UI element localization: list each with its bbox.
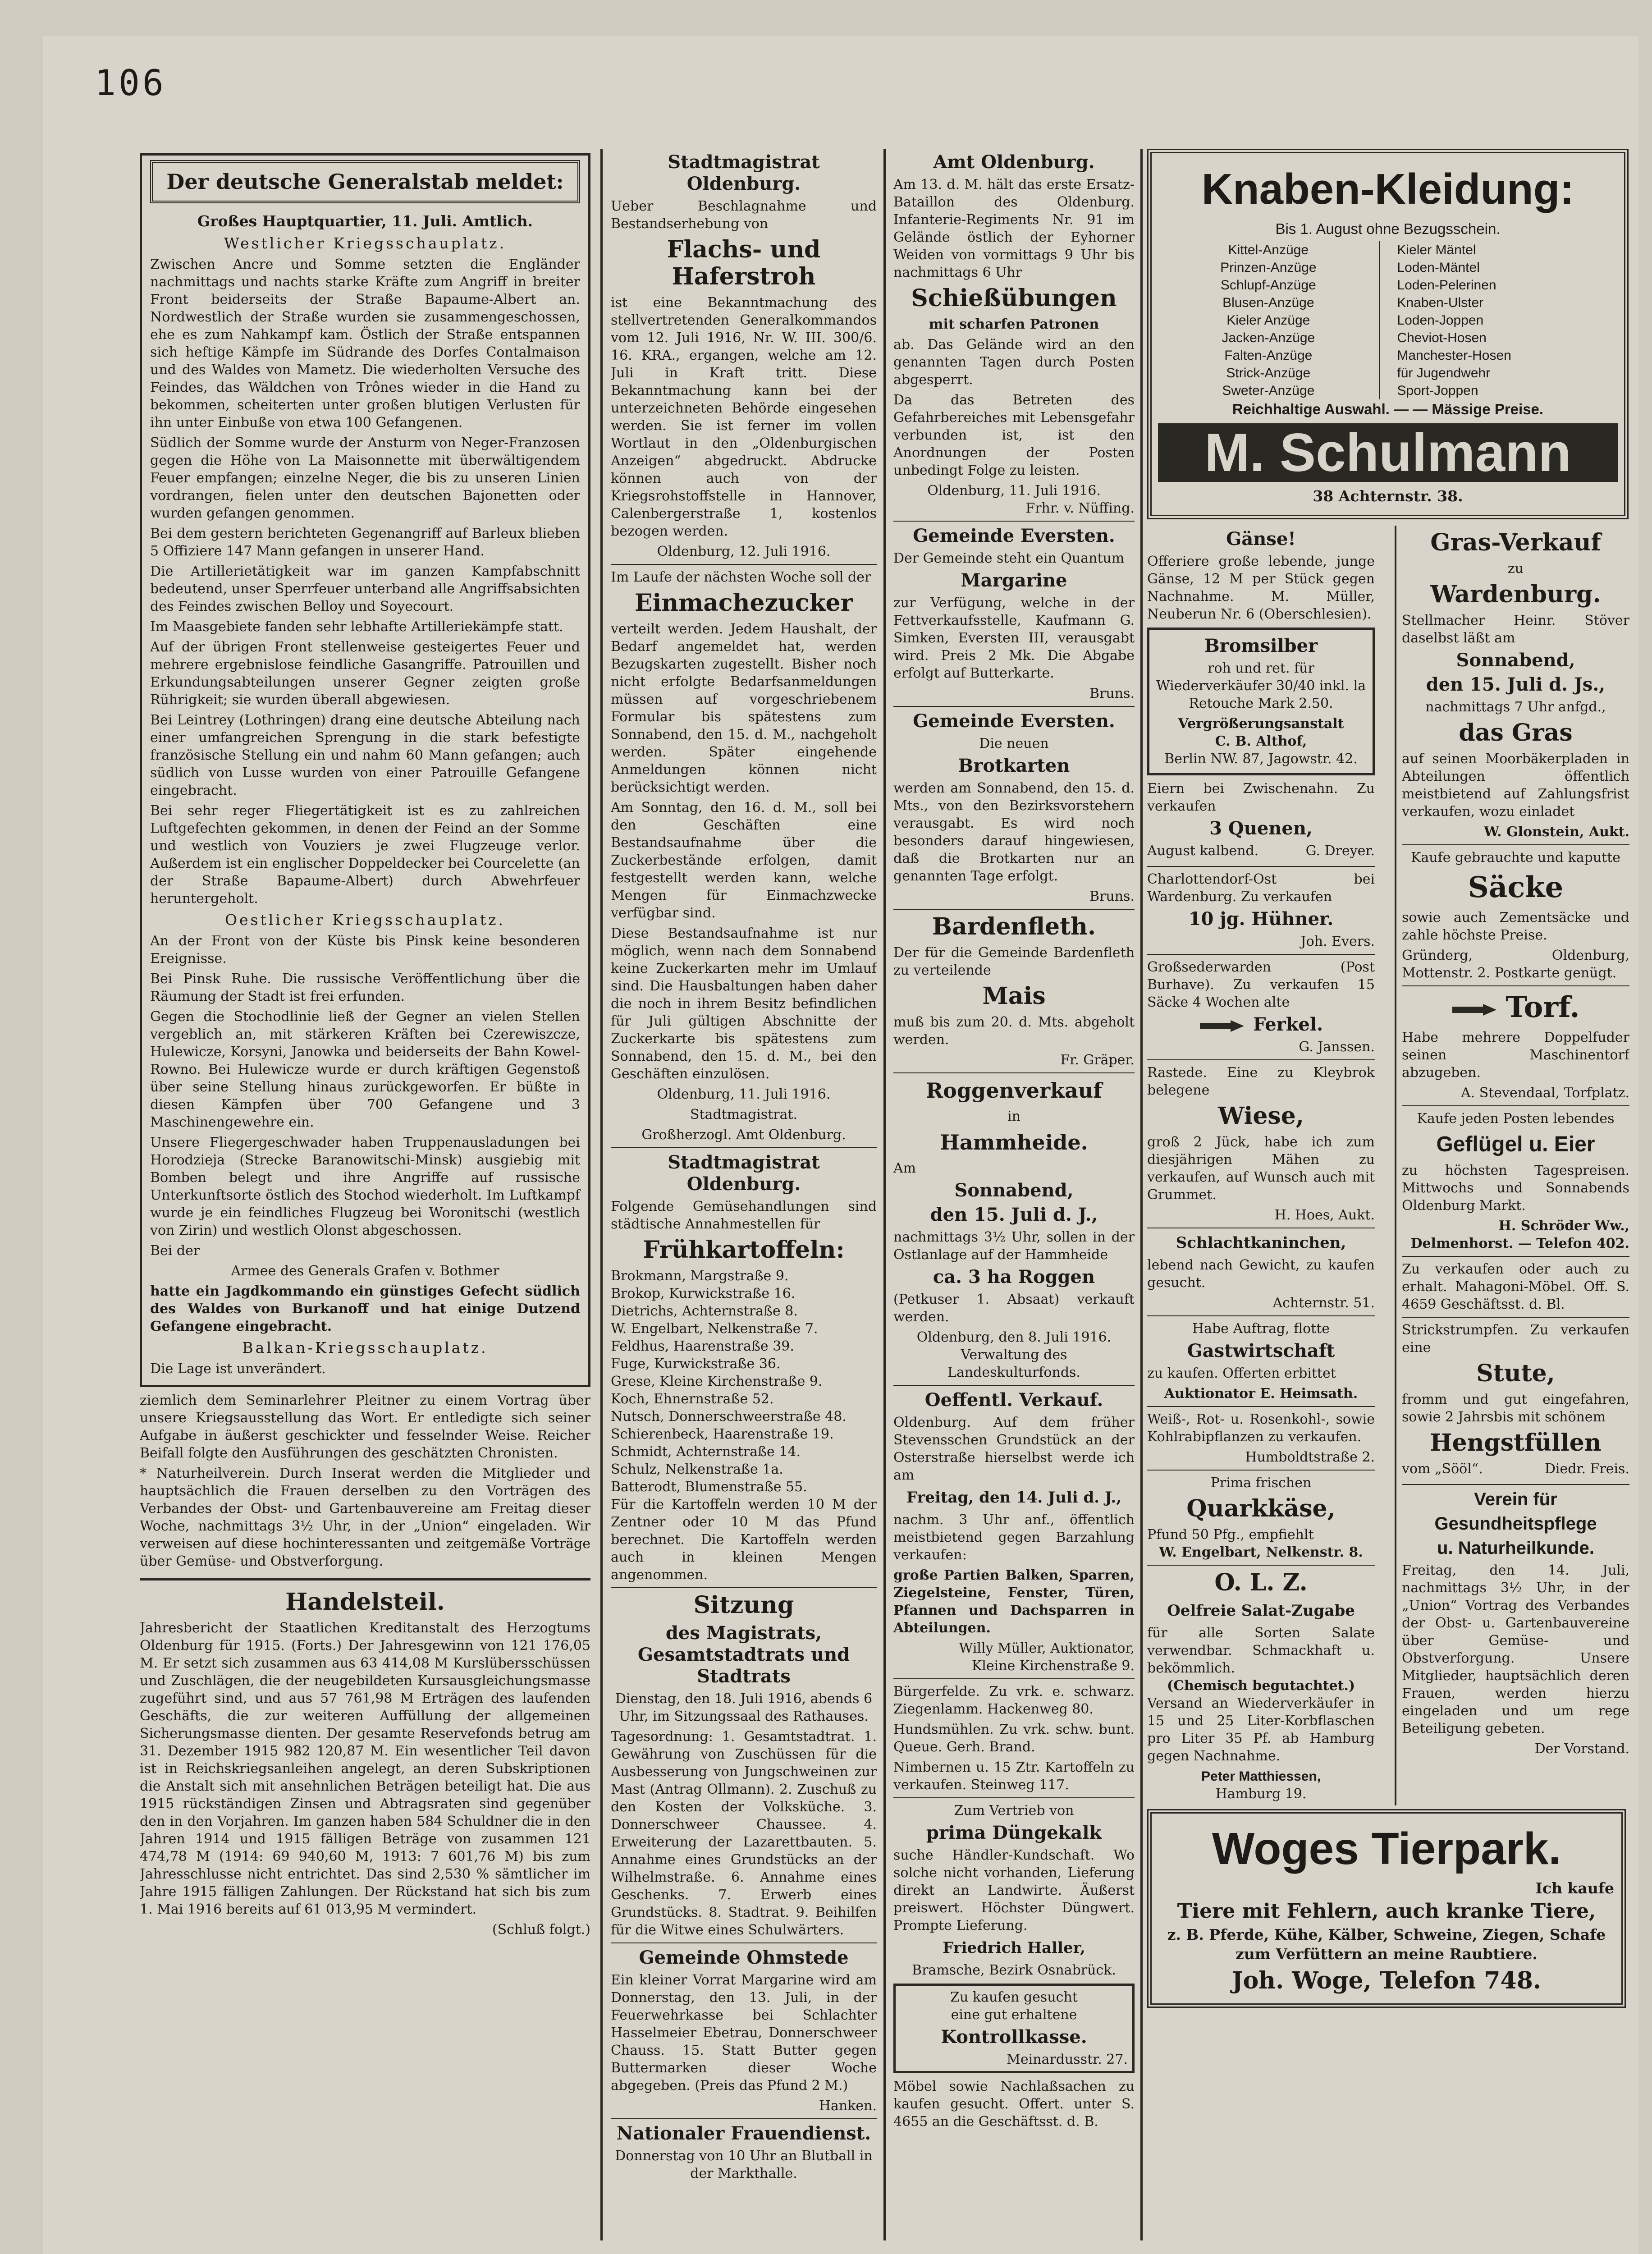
ad-signature: W. Engelbart, Nelkenstr. 8. (1159, 1544, 1363, 1560)
notice-headline: Margarine (961, 570, 1067, 591)
notice-headline: Flachs- und Haferstroh (667, 236, 821, 290)
notice-text: Dienstag, den 18. Juli 1916, abends 6 Uhr, im Sitzungssaal des Rathauses. (615, 1691, 873, 1724)
ad-text: Habe Auftrag, flotte (1192, 1321, 1330, 1337)
ad-text: Zu verkaufen oder auch zu erhalt. Mahagoni-Möbel. Off. S. 4659 Geschäftsst. d. Bl. (1402, 1261, 1629, 1312)
ad-text: auf seinen Moorbäkerpladen in Abteilungen öffentlich meistbietend auf Zahlungsfrist verkaufen, wozu einladet (1402, 751, 1629, 820)
list-item: Sweter-Anzüge (1222, 383, 1315, 398)
list-item: Nutsch, Donnerschweerstraße 48. (611, 1409, 847, 1425)
ad-text: Offeriere große lebende, junge Gänse, 12 M per Stück gegen Nachnahme. M. Müller, Neuberun Nr. 6 (Oberschlesien). (1147, 554, 1375, 622)
report-paragraph: Im Maasgebiete fanden sehr lebhafte Artilleriekämpfe statt. (150, 619, 563, 635)
notice-text: (Petkuser 1. Absaat) verkauft werden. (893, 1292, 1135, 1325)
list-item: Manchester-Hosen (1397, 348, 1511, 363)
column-1 (140, 149, 590, 2254)
ad-text: lebend nach Gewicht, zu kaufen gesucht. (1147, 1257, 1375, 1291)
ad-signature: Peter Matthiessen, (1201, 1769, 1321, 1784)
notice-text: Der Gemeinde steht ein Quantum (893, 550, 1125, 566)
list-item: Loden-Mäntel (1397, 260, 1480, 275)
notice-signature: Oldenburg, den 8. Juli 1916. (916, 1329, 1112, 1345)
ad-bromsilber (1147, 628, 1375, 775)
ad-text: Berlin NW. 87, Jagowstr. 42. (1164, 751, 1358, 767)
ad-text: sowie auch Zementsäcke und zahle höchste Preise. (1402, 910, 1629, 943)
section-heading: Oestlicher Kriegsschauplatz. (224, 911, 506, 929)
notice-text: Meinardusstr. 27. (1007, 2052, 1128, 2067)
notice-headline: Einmachezucker (635, 589, 853, 617)
report-paragraph: Bei sehr reger Fliegertätigkeit ist es zu zahlreichen Luftgefechten gekommen, in denen der Feind an der Somme und westlich von Vouziers je zwei Flugzeuge verlor. Außerdem ist ein englischer Doppeldecker bei Courcelette (an der Straße Bapaume-Albert) durch Abwehrfeuer heruntergeholt. (150, 803, 580, 907)
notice-text: ist eine Bekanntmachung des stellvertretenden Generalkommandos vom 12. Juli 1916, Nr. W. III. 300/6. 16. KRA., ergangen, welche am 12. Juli in Kraft tritt. Diese Bekanntmachung kann bei der unterzeichneten Behörde eingesehen werden. Sie ist ferner im vollen Wortlaut in den „Oldenburgischen Anzeigen“ abgedruckt. Abdrucke können auch von der Kriegsrohstoffstelle in Hannover, Calenbergerstraße 1, kostenlos bezogen werden. (611, 295, 877, 539)
notice-text: Ein kleiner Vorrat Margarine wird am Donnerstag, den 13. Juli, in der Feuerwehrkasse bei Schlachter Hasselmeier Ebetrau, Donnerschweer Chauss. 15. Statt Butter gegen Buttermarken dieser Woche abgegeben. (Preis das Pfund 2 M.) (611, 1972, 877, 2094)
ad-text: Prima frischen (1210, 1475, 1312, 1491)
notice-headline: Sitzung (693, 1591, 794, 1619)
ad-headline: Gänse! (1226, 528, 1296, 550)
ads-right (1395, 526, 1629, 1805)
notice-signature: Stadtmagistrat. (690, 1107, 798, 1122)
notice-signature: Bruns. (1089, 686, 1135, 701)
notice-text: suche Händler-Kundschaft. Wo solche nicht vorhanden, Lieferung direkt an Landwirte. Äußerst preiswert. Höchster Düngwert. Prompte Lieferung. (893, 1847, 1135, 1933)
list-item: Jacken-Anzüge (1222, 330, 1315, 345)
page-number: 106 (95, 63, 166, 104)
ad-headline: Wiese, (1218, 1102, 1304, 1130)
ad-headline: das Gras (1459, 719, 1573, 747)
ad-text: vom „Sööl“. (1402, 1461, 1483, 1477)
ad-signature: G. Dreyer. (1305, 843, 1375, 859)
report-paragraph: Armee des Generals Grafen v. Bothmer (231, 1263, 499, 1279)
list-item: Falten-Anzüge (1224, 348, 1313, 363)
ad-text: für alle Sorten Salate verwendbar. Schmackhaft u. bekömmlich. (1147, 1625, 1375, 1676)
notice-title: Bardenfleth. (932, 913, 1096, 940)
business-report: Jahresbericht der Staatlichen Kreditanstalt des Herzogtums Oldenburg für 1915. (Forts.) Der Jahresgewinn von 121 176,05 M. Er setzt sich zusammen aus 63 414,08 M Kurslübersschüssen und Zuschlägen, die der neugebildeten Kursausgleichungsmasse zugeführt sind, und aus 57 761,98 M Erträgen des laufenden Geschäfts, die zur weiteren Auffüllung der allgemeinen Sicherungsmasse dienten. Der gesamte Reservefonds betrug am 31. Dezember 1915 982 120,87 M. Ein wesentlicher Teil davon ist in Reichskriegsanleihen angelegt, an deren Subskriptionen die Anstalt sich mit ansehnlichen Beträgen beteiligt hat. Die aus 1915 rückständigen Zinsen und Abtragsraten sind gegenüber den in den Vorjahren. Im ganzen haben 584 Schuldner die in den Jahren 1914 und 1915 fälligen Beträge von zusammen 121 474,78 M (1914: 69 940,60 M, 1913: 7 601,76 M) bis zum Jahresschlusse nicht entrichtet. Das sind 2,530 % sämtlicher im Jahre 1915 fälligen Zahlungen. Der Rückstand hat sich bis zum 1. Mai 1916 bereits auf 61 013,95 M vermindert. (140, 1620, 590, 1917)
notice-text: ab. Das Gelände wird an den genannten Tagen durch Posten abgesperrt. (893, 337, 1135, 388)
report-title: Der deutsche Generalstab meldet: (166, 170, 564, 194)
ad-headline: Wardenburg. (1430, 581, 1601, 608)
ad-signature: H. Hoes, Aukt. (1274, 1207, 1375, 1223)
list-item: Feldhus, Haarenstraße 39. (611, 1338, 794, 1354)
list-item: Loden-Pelerinen (1397, 278, 1496, 293)
notice-headline: Frühkartoffeln: (643, 1236, 845, 1264)
list-item: Prinzen-Anzüge (1220, 260, 1317, 275)
ad-headline: Quarkkäse, (1186, 1495, 1336, 1522)
ad-headline: 10 jg. Hühner. (1188, 908, 1334, 930)
list-item: Kieler Anzüge (1226, 313, 1310, 328)
notice-text: Oldenburg. Auf dem früher Stevensschen Grundstück an der Osterstraße hierselbst werde ich am (893, 1415, 1135, 1483)
generalstab-report (140, 153, 590, 1387)
notice-headline: Freitag, den 14. Juli d. J., (906, 1489, 1122, 1507)
ad-text: zu (1507, 561, 1524, 577)
ad-headline: Gesundheitspflege (1434, 1514, 1597, 1534)
list-item: Brokmann, Margstraße 9. (611, 1268, 789, 1284)
column-2 (611, 149, 877, 2254)
ad-headline: Hengstfüllen (1430, 1429, 1602, 1457)
ad-signature: Joh. Woge, Telefon 748. (1231, 1967, 1542, 1994)
ad-signature: H. Schröder Ww., Delmenhorst. — Telefon 402. (1410, 1218, 1629, 1251)
notice-text: nachmittags 3½ Uhr, sollen in der Ostlanlage auf der Hammheide (893, 1229, 1135, 1263)
notice-signature: Hanken. (819, 2098, 877, 2114)
notice-text: Zu kaufen gesucht (950, 1989, 1078, 2005)
section-heading: Westlicher Kriegsschauplatz. (224, 234, 507, 252)
notice-text: Im Laufe der nächsten Woche soll der (611, 569, 871, 585)
ad-woge-tierpark (1147, 1809, 1626, 2008)
report-paragraph: Die Artillerietätigkeit war im ganzen Kampfabschnitt bedeutend, unser Sperrfeuer unterband alle Angriffsabsichten des Feindes zwischen Belloy und Soyecourt. (150, 564, 580, 614)
ad-headline: O. L. Z. (1214, 1569, 1308, 1596)
notice-title: Nationaler Frauendienst. (616, 2123, 871, 2144)
section-heading: Balkan-Kriegsschauplatz. (242, 1339, 488, 1356)
ad-text: groß 2 Jück, habe ich zum diesjährigen Mähen zu verkaufen, auf Wunsch auch mit Grummet. (1147, 1134, 1375, 1203)
notice-headline: Mais (982, 982, 1046, 1010)
ad-headline: Verein für (1474, 1489, 1557, 1509)
ad-text: Charlottendorf-Ost bei Wardenburg. Zu verkaufen (1147, 871, 1375, 905)
notice-signature: Fr. Gräper. (1060, 1052, 1135, 1068)
notice-headline: Brotkarten (958, 755, 1070, 776)
notice-text: Die neuen (979, 736, 1049, 751)
notice-text: eine gut erhaltene (951, 2007, 1077, 2023)
notice-headline: Schießübungen (911, 284, 1117, 312)
ad-headline: Schlachtkaninchen, (1176, 1234, 1346, 1252)
report-paragraph: Auf der übrigen Front stellenweise gesteigertes Feuer und mehrere ergebnislose feindliche Gasangriffe. Patrouillen und Erkundungsabteilungen unserer Gegner zeigten große Rührigkeit; sie wurden überall abgewiesen. (150, 639, 580, 708)
classified-ad: Möbel sowie Nachlaßsachen zu kaufen gesucht. Offert. unter S. 4655 an die Geschäftsst. d. B. (893, 2079, 1135, 2130)
report-paragraph: Bei dem gestern berichteten Gegenangriff auf Barleux blieben 5 Offiziere 147 Mann gefangen in unserer Hand. (150, 526, 580, 559)
list-item: Strick-Anzüge (1226, 366, 1311, 380)
business-report-end: (Schluß folgt.) (492, 1922, 590, 1938)
list-item: Schulz, Nelkenstraße 1a. (611, 1461, 783, 1477)
notice-title: Amt Oldenburg. (933, 151, 1095, 173)
report-paragraph: Südlich der Somme wurde der Ansturm von Neger-Franzosen gegen die Höhe von La Maisonnette mit überwältigendem Feuer empfangen; einzelne Neger, die bis zu unseren Linien vordrangen, fielen unter den deutschen Bajonetten oder wurden gefangen genommen. (150, 435, 580, 521)
column-rule (883, 149, 886, 2240)
ad-text: August kalbend. (1147, 843, 1259, 859)
notice-text: Donnerstag von 10 Uhr an Blutball in der Markthalle. (615, 2148, 873, 2181)
ads-left (1147, 526, 1375, 1805)
notice-title: Oeffentl. Verkauf. (924, 1389, 1103, 1411)
ad-headline: Tiere mit Fehlern, auch kranke Tiere, (1177, 1900, 1596, 1923)
classified-ad: Bürgerfelde. Zu vrk. e. schwarz. Ziegenlamm. Hackenweg 80. (893, 1684, 1135, 1717)
ad-headline: Oelfreie Salat-Zugabe (1167, 1602, 1355, 1620)
ad-text: Großsederwarden (Post Burhave). Zu verkaufen 15 Säcke 4 Wochen alte (1147, 959, 1375, 1010)
ad-signature: Humboldtstraße 2. (1245, 1449, 1375, 1465)
list-item: Kittel-Anzüge (1228, 243, 1309, 257)
notice-title: Gemeinde Eversten. (913, 525, 1115, 546)
ad-signature: Diedr. Freis. (1544, 1461, 1629, 1477)
classified-ad: Hundsmühlen. Zu vrk. schw. bunt. Queue. Gerh. Brand. (893, 1722, 1135, 1755)
list-item: Batterodt, Blumenstraße 55. (611, 1479, 807, 1495)
ad-schulmann (1147, 149, 1629, 519)
ad-headline: Sonnabend, (1456, 650, 1575, 671)
report-paragraph: Bei Pinsk Ruhe. Die russische Veröffentlichung über die Räumung der Stadt ist frei erfunden. (150, 971, 580, 1004)
notice-signature: Oldenburg, 11. Juli 1916. (927, 483, 1101, 499)
ad-kontrollkasse (893, 1984, 1135, 2073)
notice-headline: den 15. Juli d. J., (930, 1204, 1098, 1225)
notice-headline: Hammheide. (940, 1130, 1088, 1154)
notice-signature: Bruns. (1089, 889, 1135, 904)
notice-text: Folgende Gemüsehandlungen sind städtische Annahmestellen für (611, 1199, 877, 1232)
notice-headline: Kontrollkasse. (941, 2026, 1087, 2048)
notice-title: Gemeinde Ohmstede (639, 1947, 849, 1968)
ad-text: Bis 1. August ohne Bezugsschein. (1275, 220, 1501, 237)
notice-signature: Verwaltung des Landeskulturfonds. (947, 1347, 1080, 1380)
column-4 (1147, 149, 1629, 2254)
ad-text: nachmittags 7 Uhr anfgd., (1425, 699, 1606, 715)
notice-text: nachm. 3 Uhr anf., öffentlich meistbietend gegen Barzahlung verkaufen: (893, 1512, 1135, 1563)
report-paragraph: Gegen die Stochodlinie ließ der Gegner an vielen Stellen vergeblich an, mit stärkeren Kräften bei Czerewiszcze, Hulewicze, Korsyni, Janowka und beiderseits der Bahn Kowel-Rowno. Bei Hulewicze wurde er durch kräftigen Gegenstoß über seine Stellung hinaus zurückgeworfen. Er büßte in diesen Kämpfen über 700 Gefangene und 3 Maschinengewehre ein. (150, 1009, 580, 1130)
list-item: Dietrichs, Achternstraße 8. (611, 1303, 798, 1319)
ad-signature: Der Vorstand. (1534, 1741, 1629, 1757)
notice-headline: prima Düngekalk (926, 1822, 1102, 1843)
ad-text: C. B. Althof, (1215, 733, 1307, 749)
classified-ad: Nimbernen u. 15 Ztr. Kartoffeln zu verkaufen. Steinweg 117. (893, 1759, 1135, 1793)
notice-title: Gemeinde Eversten. (913, 710, 1115, 732)
ad-brand-name: M. Schulmann (1158, 423, 1618, 482)
list-item: Fuge, Kurwickstraße 36. (611, 1356, 781, 1372)
notice-signature: Oldenburg, 12. Juli 1916. (657, 544, 831, 559)
report-paragraph: Bei der (150, 1243, 200, 1259)
ad-headline: Säcke (1468, 870, 1564, 904)
ad-signature: G. Janssen. (1299, 1039, 1375, 1055)
ad-headline: 3 Quenen, (1209, 818, 1313, 839)
report-paragraph: An der Front von der Küste bis Pinsk keine besonderen Ereignisse. (150, 933, 580, 967)
report-dateline: Großes Hauptquartier, 11. Juli. Amtlich. (197, 212, 533, 230)
ad-headline: Stute, (1476, 1360, 1555, 1387)
report-paragraph: Zwischen Ancre und Somme setzten die Engländer nachmittags und nachts starke Kräfte zum Angriff in breiter Front beiderseits der Straße Bapaume-Albert an. Nordwestlich der Straße wurden sie zusammengeschossen, ehe es zum Nahkampf kam. Östlich der Straße entspannen sich heftige Kämpfe im Südrande des Dorfes Contalmaison und des Waldes von Mametz. Die wiederholten Versuche des Feindes, das Wäldchen von Trônes wieder in die Hand zu bekommen, scheiterten unter großen blutigen Verlusten für ihn unter Einbuße von etwa 100 Gefangenen. (150, 257, 580, 431)
list-item: Cheviot-Hosen (1397, 330, 1487, 345)
ad-text: Strickstrumpfen. Zu verkaufen eine (1402, 1322, 1629, 1356)
ad-headline: Torf. (1506, 990, 1580, 1024)
list-item: Schlupf-Anzüge (1220, 278, 1316, 293)
ad-text: Freitag, den 14. Juli, nachmittags 3½ Uhr, in der „Union“ Vortrag des Verbandes der Obst- u. Gartenbauvereine über Gemüse- und Obstverforgung. Unsere Mitglieder, hauptsächlich deren Frauen, werden hierzu eingeladen und um rege Beteiligung gebeten. (1402, 1562, 1629, 1736)
ad-headline: Knaben-Kleidung: (1201, 165, 1574, 213)
ad-headline-torf (1402, 991, 1629, 1024)
notice-text: Ueber Beschlagnahme und Bestandserhebung von (611, 198, 877, 232)
ad-text: Vergrößerungsanstalt (1178, 716, 1344, 732)
list-item: Koch, Ehnernstraße 52. (611, 1391, 774, 1407)
list-item: W. Engelbart, Nelkenstraße 7. (611, 1321, 818, 1337)
ad-text: Habe mehrere Doppelfuder seinen Maschinentorf abzugeben. (1402, 1030, 1629, 1081)
notice-text: Diese Bestandsaufnahme ist nur möglich, wenn nach dem Sonnabend keine Zuckerkarten mehr im Umlauf sind. Die Hausbaltungen haben daher die noch in ihrem Besitz befindlichen für Juli gültigen Abschnitte der Zuckerkarte bis spätestens zum Sonnabend, den 15. d. M., bei den Geschäften einzulösen. (611, 925, 877, 1082)
notice-signature: Willy Müller, Auktionator, (959, 1640, 1135, 1656)
ad-text: Pfund 50 Pfg., empfiehlt (1147, 1527, 1314, 1543)
notice-text: Tagesordnung: 1. Gesamtstadtrat. 1. Gewährung von Zuschüssen für die Ausbesserung von Jungschweinen zur Mast (Antrag Ollmann). 2. Zuschuß zu den Kosten der Volksküche. 3. Donnerschweer Chaussee. 4. Erweiterung der Lazarettbauten. 5. Annahme eines Grundstücks an der Wilhelmstraße. 6. Annahme eines Geschenks. 7. Erwerb eines Grundstücks. 8. Stadtrat. 9. Beihilfen für die Witwe eines Schulwärters. (611, 1729, 877, 1938)
report-paragraph: Bei Leintrey (Lothringen) drang eine deutsche Abteilung nach einer umfangreichen Sprengung in die stark befestigte französische Stellung ein und nahm 60 Mann gefangen; auch südlich von Lusse wurden von einer Patrouille Gefangene eingebracht. (150, 712, 580, 798)
ad-headline: u. Naturheilkunde. (1437, 1538, 1594, 1558)
list-item: Schierenbeck, Haarenstraße 19. (611, 1426, 834, 1442)
notice-title: Stadtmagistrat Oldenburg. (668, 1152, 820, 1195)
ad-headline: Gastwirtschaft (1187, 1340, 1335, 1361)
notice-text: werden am Sonnabend, den 15. d. Mts., von den Bezirksvorstehern verausgabt. Es wird noch besonders darauf hingewiesen, daß die Brotkarten nur an genannten Tage erfolgt. (893, 780, 1135, 884)
list-item: Grese, Kleine Kirchenstraße 9. (611, 1374, 823, 1389)
notice-headline: ca. 3 ha Roggen (933, 1266, 1095, 1287)
ad-headline: Gras-Verkauf (1430, 529, 1601, 556)
notice-text: in (1007, 1109, 1020, 1124)
ad-text: Eiern bei Zwischenahn. Zu verkaufen (1147, 781, 1375, 814)
ad-text: Stellmacher Heinr. Stöver daselbst läßt am (1402, 613, 1629, 646)
notice-text: große Partien Balken, Sparren, Ziegelsteine, Fenster, Türen, Pfannen und Dachsparren in Abteilungen. (893, 1567, 1135, 1636)
ad-headline: den 15. Juli d. Js., (1426, 674, 1606, 695)
notice-text: muß bis zum 20. d. Mts. abgeholt werden. (893, 1014, 1135, 1048)
notice-text: verteilt werden. Jedem Haushalt, der Bedarf angemeldet hat, werden Bezugskarten zugestellt. Bisher noch nicht erfolgte Bedarfsanmeldungen müssen auf vorgeschriebenem Formular bis spätestens zum Sonnabend, den 15. d. M., nachgeholt werden. Später eingehende Anmeldungen können nicht berücksichtigt werden. (611, 621, 877, 795)
pointing-hand-icon (1199, 1018, 1249, 1034)
report-paragraph: Die Lage ist unverändert. (150, 1361, 326, 1377)
notice-text: Für die Kartoffeln werden 10 M der Zentner oder 10 M das Pfund berechnet. Die Kartoffeln werden auch in kleinen Mengen angenommen. (611, 1497, 877, 1583)
notice-headline: Friedrich Haller, (943, 1939, 1085, 1957)
ad-headline-ferkel (1147, 1014, 1375, 1035)
notice-text: Am (893, 1160, 916, 1176)
notice-text: Der für die Gemeinde Bardenfleth zu verteilende (893, 945, 1135, 978)
notice-text: Am 13. d. M. hält das erste Ersatz-Bataillon des Oldenburg. Infanterie-Regiments Nr. 91 im Gelände östlich der Eyhorner Weiden von vormittags 9 Uhr bis nachmittags 6 Uhr (893, 177, 1135, 280)
ad-text: z. B. Pferde, Kühe, Kälber, Schweine, Ziegen, Schafe zum Verfüttern an meine Raubtiere. (1167, 1926, 1606, 1963)
notice-signature: Oldenburg, 11. Juli 1916. (657, 1086, 831, 1102)
vendor-list (611, 1267, 877, 1496)
ad-address: 38 Achternstr. 38. (1313, 487, 1463, 505)
notice-title: Stadtmagistrat Oldenburg. (668, 151, 820, 194)
ad-text: zu kaufen. Offerten erbittet (1147, 1365, 1336, 1381)
list-item: Kieler Mäntel (1397, 243, 1476, 257)
pointing-hand-icon (1451, 1002, 1501, 1017)
local-news: ziemlich dem Seminarlehrer Pleitner zu einem Vortrag über unsere Kriegsausstellung das Wort. Er entledigte sich seiner Aufgabe in äußerst geschickter und fesselnder Weise. Reicher Beifall folgte den Ausführungen des geschätzten Chronisten. (140, 1393, 590, 1461)
notice-subheadline: mit scharfen Patronen (929, 316, 1099, 332)
ad-text: roh und ret. für Wiederverkäufer 30/40 inkl. la Retouche Mark 2.50. (1156, 660, 1366, 711)
column-rule (600, 149, 603, 2240)
column-3 (893, 149, 1135, 2254)
ad-headline: Geflügel u. Eier (1436, 1132, 1595, 1156)
list-item: Brokop, Kurwickstraße 16. (611, 1286, 796, 1301)
list-item: Schmidt, Achternstraße 14. (611, 1444, 801, 1460)
ad-signature: A. Stevendaal, Torfplatz. (1460, 1085, 1629, 1101)
list-item: Knaben-Ulster (1397, 295, 1484, 310)
ad-text: (Chemisch begutachtet.) (1167, 1678, 1355, 1694)
notice-text: Da das Betreten des Gefahrbereiches mit Lebensgefahr verbunden ist, ist den Anordnungen der Posten unbedingt Folge zu leisten. (893, 392, 1135, 478)
ad-signature: W. Glonstein, Aukt. (1484, 824, 1629, 840)
ad-headline: Ferkel. (1253, 1014, 1323, 1035)
report-paragraph: hatte ein Jagdkommando ein günstiges Gefecht südlich des Waldes von Burkanoff und hat einige Dutzend Gefangene eingebracht. (150, 1283, 580, 1334)
ad-signature: Hamburg 19. (1215, 1786, 1307, 1802)
notice-text: Bramsche, Bezirk Osnabrück. (912, 1962, 1116, 1978)
notice-text: Zum Vertrieb von (954, 1803, 1074, 1819)
ad-text: Versand an Wiederverkäufer in 15 und 25 Liter-Korbflaschen pro Liter 35 Pf. ab Hamburg gegen Nachnahme. (1147, 1695, 1375, 1764)
ad-text: Ich kaufe (1535, 1879, 1614, 1897)
column-rule (1140, 149, 1143, 2240)
ad-headline: Woges Tierpark. (1212, 1823, 1561, 1874)
ad-text: Kaufe gebrauchte und kaputte (1410, 850, 1621, 866)
notice-signature: Großherzogl. Amt Oldenburg. (641, 1127, 846, 1143)
notice-text: Am Sonntag, den 16. d. M., soll bei den Geschäften eine Bestandsaufnahme über die Zuckerbestände erfolgen, damit festgestellt werden kann, welche Mengen für Einmachzwecke verfügbar sind. (611, 800, 877, 921)
ad-text: fromm und gut eingefahren, sowie 2 Jahrsbis mit schönem (1402, 1392, 1629, 1425)
list-item: Sport-Joppen (1397, 383, 1478, 398)
list-item: für Jugendwehr (1397, 366, 1491, 380)
list-item: Blusen-Anzüge (1222, 295, 1314, 310)
report-paragraph: Unsere Fliegergeschwader haben Truppenausladungen bei Horodzieja (Strecke Baranowitschi-Minsk) ausgiebig mit Bomben belegt und ihre Angriffe auf russische Unterkunftsorte östlich des Stochod wiederholt. Im Luftkampf wurde je ein feindliches Flugzeug bei Woronitschi (westlich von Zirin) und westlich Olonst abgeschossen. (150, 1135, 580, 1238)
ad-text: zu höchsten Tagespreisen. Mittwochs und Sonnabends Oldenburg Markt. (1402, 1163, 1629, 1214)
ad-text: Rastede. Eine zu Kleybrok belegene (1147, 1065, 1375, 1098)
ad-signature: Achternstr. 51. (1272, 1295, 1375, 1311)
notice-headline: Roggenverkauf (925, 1078, 1103, 1103)
ad-signature: Joh. Evers. (1300, 934, 1375, 949)
notice-signature: Frhr. v. Nüffing. (1025, 500, 1135, 516)
ad-signature: Gründerg, Oldenburg, Mottenstr. 2. Postkarte genügt. (1402, 948, 1629, 981)
ad-text: Kaufe jeden Posten lebendes (1417, 1111, 1615, 1127)
ad-signature: Auktionator E. Heimsath. (1164, 1386, 1358, 1402)
ad-text: Weiß-, Rot- u. Rosenkohl-, sowie Kohlrabipflanzen zu verkaufen. (1147, 1411, 1375, 1445)
ad-text: Reichhaltige Auswahl. — — Mässige Preise. (1232, 401, 1544, 417)
notice-subheadline: des Magistrats, Gesamtstadtrats und Stadtrats (637, 1622, 850, 1687)
notice-headline: Sonnabend, (954, 1180, 1074, 1201)
ad-headline: Bromsilber (1204, 635, 1318, 656)
section-title-handelsteil: Handelsteil. (285, 1588, 445, 1616)
local-news: * Naturheilverein. Durch Inserat werden die Mitglieder und hauptsächlich die Frauen derselben zu den Vorträgen des Verbandes der Obst- und Gartenbauvereine am Freitag dieser Woche, nachmittags 3½ Uhr, in der „Union“ eingeladen. Wir verweisen auf diese hochinteressanten und zeitgemäße Vorträge über Gemüse- und Obstverforgung. (140, 1466, 590, 1569)
list-item: Loden-Joppen (1397, 313, 1484, 328)
notice-text: zur Verfügung, welche in der Fettverkaufsstelle, Kaufmann G. Simken, Eversten III, verausgabt wird. Preis 2 Mk. Die Abgabe erfolgt auf Butterkarte. (893, 595, 1135, 681)
notice-signature: Kleine Kirchenstraße 9. (971, 1658, 1135, 1674)
